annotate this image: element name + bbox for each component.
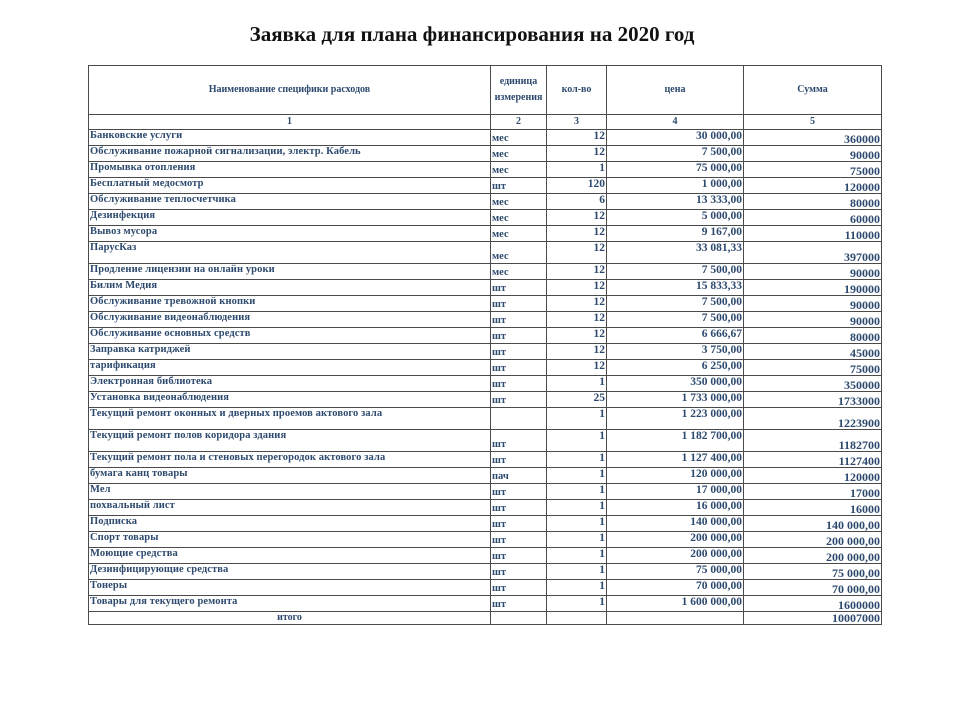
cell-unit: шт: [491, 580, 547, 596]
cell-name: бумага канц товары: [89, 468, 491, 484]
cell-qty: 1: [547, 500, 607, 516]
cell-name: Товары для текущего ремонта: [89, 596, 491, 612]
cell-qty: 1: [547, 596, 607, 612]
cell-qty: 1: [547, 408, 607, 430]
cell-name: тарификация: [89, 360, 491, 376]
document-title: Заявка для плана финансирования на 2020 год: [249, 22, 695, 46]
table-row: [89, 344, 882, 360]
table-row: [89, 130, 882, 146]
cell-qty: 12: [547, 344, 607, 360]
cell-sum: 140 000,00: [744, 516, 882, 532]
cell-qty: 1: [547, 548, 607, 564]
table-row: [89, 580, 882, 596]
cell-name: Промывка отопления: [89, 162, 491, 178]
cell-unit: мес: [491, 194, 547, 210]
total-label: итого: [89, 612, 491, 625]
cell-name: Вывоз мусора: [89, 226, 491, 242]
cell-sum: 45000: [744, 344, 882, 360]
cell-qty: 12: [547, 312, 607, 328]
cell-name: Бесплатный медосмотр: [89, 178, 491, 194]
table-row: [89, 548, 882, 564]
cell-unit: шт: [491, 452, 547, 468]
total-sum: 10007000: [744, 612, 882, 625]
cell-price: 30 000,00: [607, 130, 744, 146]
cell-price: 7 500,00: [607, 312, 744, 328]
cell-name: Моющие средства: [89, 548, 491, 564]
cell-name: Обслуживание теплосчетчика: [89, 194, 491, 210]
cell-qty: 12: [547, 296, 607, 312]
cell-unit: шт: [491, 484, 547, 500]
cell-unit: пач: [491, 468, 547, 484]
table-row: [89, 392, 882, 408]
cell-sum: 70 000,00: [744, 580, 882, 596]
cell-name: Обслуживание тревожной кнопки: [89, 296, 491, 312]
table-row: [89, 452, 882, 468]
cell-sum: 1733000: [744, 392, 882, 408]
cell-sum: 75000: [744, 360, 882, 376]
cell-unit: шт: [491, 392, 547, 408]
cell-price: 7 500,00: [607, 296, 744, 312]
cell-price: 1 000,00: [607, 178, 744, 194]
cell-name: похвальный лист: [89, 500, 491, 516]
column-number: 5: [744, 115, 882, 130]
cell-qty: 12: [547, 360, 607, 376]
total-empty-cell: [607, 612, 744, 625]
column-number: 3: [547, 115, 607, 130]
cell-name: Текущий ремонт оконных и дверных проемов актового зала: [89, 408, 491, 430]
total-row: [89, 612, 882, 625]
cell-qty: 120: [547, 178, 607, 194]
cell-unit: мес: [491, 146, 547, 162]
cell-price: 200 000,00: [607, 548, 744, 564]
cell-sum: 120000: [744, 468, 882, 484]
cell-sum: 360000: [744, 130, 882, 146]
cell-unit: шт: [491, 376, 547, 392]
table-row: [89, 242, 882, 264]
cell-sum: 90000: [744, 264, 882, 280]
cell-price: 6 666,67: [607, 328, 744, 344]
cell-price: 70 000,00: [607, 580, 744, 596]
cell-price: 1 223 000,00: [607, 408, 744, 430]
table-row: [89, 264, 882, 280]
cell-sum: 60000: [744, 210, 882, 226]
cell-sum: 350000: [744, 376, 882, 392]
cell-unit: шт: [491, 516, 547, 532]
cell-name: Подписка: [89, 516, 491, 532]
cell-price: 75 000,00: [607, 564, 744, 580]
cell-price: 3 750,00: [607, 344, 744, 360]
header-qty: кол-во: [547, 66, 607, 115]
cell-sum: 200 000,00: [744, 548, 882, 564]
cell-name: Продление лицензии на онлайн уроки: [89, 264, 491, 280]
cell-sum: 200 000,00: [744, 532, 882, 548]
table-body: [89, 130, 882, 612]
cell-price: 350 000,00: [607, 376, 744, 392]
column-number-row: [89, 115, 882, 130]
cell-price: 200 000,00: [607, 532, 744, 548]
cell-qty: 1: [547, 564, 607, 580]
cell-unit: [491, 408, 547, 430]
cell-unit: шт: [491, 344, 547, 360]
table-row: [89, 146, 882, 162]
table-row: [89, 162, 882, 178]
cell-name: Обслуживание видеонаблюдения: [89, 312, 491, 328]
cell-price: 15 833,33: [607, 280, 744, 296]
cell-unit: мес: [491, 210, 547, 226]
cell-unit: шт: [491, 312, 547, 328]
cell-qty: 25: [547, 392, 607, 408]
cell-qty: 12: [547, 328, 607, 344]
cell-price: 9 167,00: [607, 226, 744, 242]
cell-sum: 16000: [744, 500, 882, 516]
cell-qty: 1: [547, 452, 607, 468]
cell-qty: 6: [547, 194, 607, 210]
cell-sum: 17000: [744, 484, 882, 500]
cell-sum: 1600000: [744, 596, 882, 612]
cell-unit: шт: [491, 532, 547, 548]
cell-price: 1 733 000,00: [607, 392, 744, 408]
table-row: [89, 500, 882, 516]
cell-name: ПарусКаз: [89, 242, 491, 264]
cell-name: Установка видеонаблюдения: [89, 392, 491, 408]
header-name: Наименование специфики расходов: [89, 66, 491, 115]
table-row: [89, 430, 882, 452]
cell-unit: мес: [491, 264, 547, 280]
cell-name: Спорт товары: [89, 532, 491, 548]
table-row: [89, 210, 882, 226]
cell-sum: 397000: [744, 242, 882, 264]
cell-price: 33 081,33: [607, 242, 744, 264]
cell-qty: 1: [547, 532, 607, 548]
cell-qty: 1: [547, 376, 607, 392]
cell-price: 140 000,00: [607, 516, 744, 532]
cell-unit: шт: [491, 500, 547, 516]
cell-sum: 1223900: [744, 408, 882, 430]
cell-sum: 110000: [744, 226, 882, 242]
cell-qty: 1: [547, 430, 607, 452]
table-row: [89, 516, 882, 532]
cell-qty: 12: [547, 226, 607, 242]
cell-sum: 190000: [744, 280, 882, 296]
cell-name: Билим Медия: [89, 280, 491, 296]
table-row: [89, 178, 882, 194]
table-row: [89, 376, 882, 392]
cell-unit: мес: [491, 162, 547, 178]
table-row: [89, 408, 882, 430]
table-row: [89, 564, 882, 580]
cell-name: Дезинфекция: [89, 210, 491, 226]
cell-price: 6 250,00: [607, 360, 744, 376]
cell-unit: мес: [491, 226, 547, 242]
column-number: 4: [607, 115, 744, 130]
cell-qty: 1: [547, 468, 607, 484]
financing-table: [88, 65, 882, 625]
cell-qty: 1: [547, 484, 607, 500]
table-row: [89, 312, 882, 328]
table-row: [89, 596, 882, 612]
cell-qty: 1: [547, 162, 607, 178]
cell-unit: шт: [491, 280, 547, 296]
cell-unit: шт: [491, 360, 547, 376]
cell-price: 16 000,00: [607, 500, 744, 516]
table-row: [89, 226, 882, 242]
cell-unit: шт: [491, 548, 547, 564]
table-row: [89, 328, 882, 344]
cell-unit: шт: [491, 328, 547, 344]
cell-name: Мел: [89, 484, 491, 500]
cell-price: 13 333,00: [607, 194, 744, 210]
cell-name: Банковские услуги: [89, 130, 491, 146]
table-row: [89, 532, 882, 548]
cell-sum: 120000: [744, 178, 882, 194]
cell-price: 7 500,00: [607, 264, 744, 280]
cell-sum: 90000: [744, 312, 882, 328]
cell-price: 75 000,00: [607, 162, 744, 178]
cell-price: 7 500,00: [607, 146, 744, 162]
cell-sum: 80000: [744, 328, 882, 344]
header-row: [89, 66, 882, 115]
cell-unit: шт: [491, 596, 547, 612]
cell-sum: 75 000,00: [744, 564, 882, 580]
cell-sum: 1127400: [744, 452, 882, 468]
cell-price: 120 000,00: [607, 468, 744, 484]
cell-qty: 12: [547, 210, 607, 226]
cell-qty: 12: [547, 242, 607, 264]
cell-unit: мес: [491, 130, 547, 146]
cell-sum: 90000: [744, 146, 882, 162]
cell-qty: 12: [547, 146, 607, 162]
cell-name: Обслуживание основных средств: [89, 328, 491, 344]
cell-sum: 1182700: [744, 430, 882, 452]
cell-name: Электронная библиотека: [89, 376, 491, 392]
cell-unit: шт: [491, 430, 547, 452]
cell-qty: 12: [547, 264, 607, 280]
header-price: цена: [607, 66, 744, 115]
header-sum: Сумма: [744, 66, 882, 115]
cell-sum: 90000: [744, 296, 882, 312]
cell-price: 17 000,00: [607, 484, 744, 500]
table-row: [89, 296, 882, 312]
cell-unit: шт: [491, 296, 547, 312]
cell-name: Текущий ремонт пола и стеновых перегородок актового зала: [89, 452, 491, 468]
cell-price: 5 000,00: [607, 210, 744, 226]
total-empty-cell: [491, 612, 547, 625]
cell-name: Заправка катриджей: [89, 344, 491, 360]
table-row: [89, 280, 882, 296]
cell-qty: 1: [547, 580, 607, 596]
cell-name: Дезинфицирующие средства: [89, 564, 491, 580]
cell-qty: 1: [547, 516, 607, 532]
cell-name: Тонеры: [89, 580, 491, 596]
column-number: 2: [491, 115, 547, 130]
cell-name: Обслуживание пожарной сигнализации, электр. Кабель: [89, 146, 491, 162]
table-row: [89, 194, 882, 210]
cell-unit: шт: [491, 178, 547, 194]
cell-qty: 12: [547, 130, 607, 146]
cell-price: 1 182 700,00: [607, 430, 744, 452]
cell-sum: 75000: [744, 162, 882, 178]
cell-price: 1 600 000,00: [607, 596, 744, 612]
cell-unit: шт: [491, 564, 547, 580]
total-empty-cell: [547, 612, 607, 625]
cell-sum: 80000: [744, 194, 882, 210]
header-unit: единица измерения: [491, 66, 547, 115]
cell-name: Текущий ремонт полов коридора здания: [89, 430, 491, 452]
column-number: 1: [89, 115, 491, 130]
table-row: [89, 484, 882, 500]
table-row: [89, 468, 882, 484]
cell-qty: 12: [547, 280, 607, 296]
cell-price: 1 127 400,00: [607, 452, 744, 468]
cell-unit: мес: [491, 242, 547, 264]
table-row: [89, 360, 882, 376]
